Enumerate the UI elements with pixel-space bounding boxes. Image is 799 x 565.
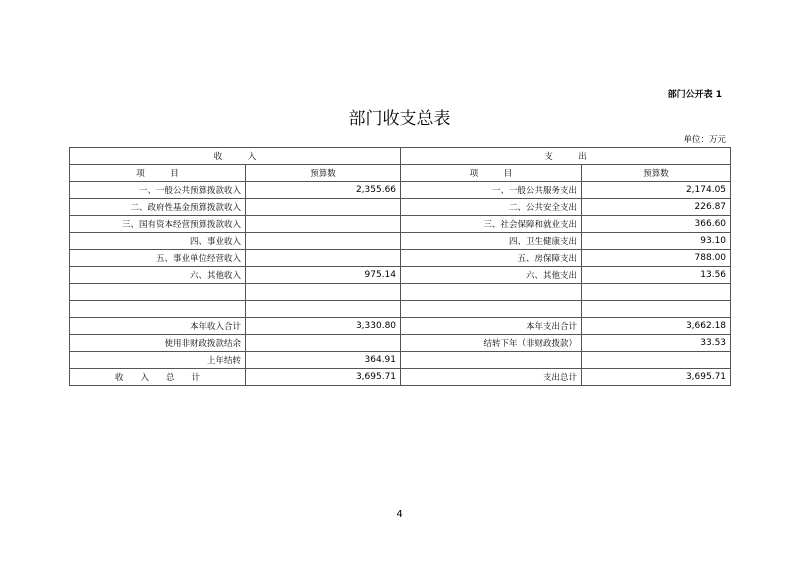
expense-item-cell bbox=[401, 352, 582, 369]
expense-item-header: 项 目 bbox=[401, 165, 582, 182]
table-row bbox=[70, 267, 731, 284]
table-row bbox=[70, 216, 731, 233]
expense-item-cell: 二、公共安全支出 bbox=[401, 199, 582, 216]
income-value-cell bbox=[246, 233, 401, 250]
expense-item-cell: 三、社会保障和就业支出 bbox=[401, 216, 582, 233]
expense-value-cell: 93.10 bbox=[582, 233, 731, 250]
income-value-cell bbox=[246, 199, 401, 216]
expense-budget-header: 预算数 bbox=[582, 165, 731, 182]
table-row bbox=[70, 335, 731, 352]
income-item-cell: 使用非财政拨款结余 bbox=[70, 335, 246, 352]
income-item-cell: 上年结转 bbox=[70, 352, 246, 369]
expense-value-cell: 33.53 bbox=[582, 335, 731, 352]
form-number: 部门公开表 1 bbox=[667, 90, 722, 100]
income-value-cell bbox=[246, 335, 401, 352]
income-item-cell bbox=[70, 284, 246, 301]
income-item-cell: 二、政府性基金预算拨款收入 bbox=[70, 199, 246, 216]
expense-item-cell bbox=[401, 301, 582, 318]
income-item-cell: 六、其他收入 bbox=[70, 267, 246, 284]
expense-value-cell: 226.87 bbox=[582, 199, 731, 216]
expense-item-cell: 六、其他支出 bbox=[401, 267, 582, 284]
table-row bbox=[70, 250, 731, 267]
table-row bbox=[70, 182, 731, 199]
income-value-cell bbox=[246, 216, 401, 233]
income-item-cell bbox=[70, 301, 246, 318]
income-item-cell: 三、国有资本经营预算拨款收入 bbox=[70, 216, 246, 233]
expense-value-cell: 788.00 bbox=[582, 250, 731, 267]
expense-value-cell bbox=[582, 301, 731, 318]
page-number: 4 bbox=[396, 509, 403, 520]
expense-total-label: 支出总计 bbox=[401, 369, 582, 386]
section-header-row bbox=[70, 148, 731, 165]
column-header-row bbox=[70, 165, 731, 182]
income-item-cell: 本年收入合计 bbox=[70, 318, 246, 335]
income-item-cell: 五、事业单位经营收入 bbox=[70, 250, 246, 267]
table-row bbox=[70, 284, 731, 301]
expense-item-cell: 四、卫生健康支出 bbox=[401, 233, 582, 250]
income-expense-table bbox=[69, 147, 731, 386]
table-row bbox=[70, 233, 731, 250]
income-total-value: 3,695.71 bbox=[246, 369, 401, 386]
income-value-cell: 364.91 bbox=[246, 352, 401, 369]
income-section-header: 收 入 bbox=[70, 148, 401, 165]
income-total-label: 收 入 总 计 bbox=[70, 369, 246, 386]
expense-value-cell bbox=[582, 284, 731, 301]
income-item-cell: 四、事业收入 bbox=[70, 233, 246, 250]
income-value-cell bbox=[246, 250, 401, 267]
income-value-cell bbox=[246, 284, 401, 301]
expense-item-cell: 一、一般公共服务支出 bbox=[401, 182, 582, 199]
table-row bbox=[70, 301, 731, 318]
expense-value-cell: 366.60 bbox=[582, 216, 731, 233]
expense-section-header: 支 出 bbox=[401, 148, 731, 165]
expense-value-cell bbox=[582, 352, 731, 369]
income-value-cell: 3,330.80 bbox=[246, 318, 401, 335]
income-value-cell: 2,355.66 bbox=[246, 182, 401, 199]
table-row bbox=[70, 352, 731, 369]
expense-total-value: 3,695.71 bbox=[582, 369, 731, 386]
totals-row bbox=[70, 369, 731, 386]
income-budget-header: 预算数 bbox=[246, 165, 401, 182]
table-row bbox=[70, 318, 731, 335]
expense-item-cell: 本年支出合计 bbox=[401, 318, 582, 335]
expense-value-cell: 3,662.18 bbox=[582, 318, 731, 335]
income-value-cell bbox=[246, 301, 401, 318]
income-value-cell: 975.14 bbox=[246, 267, 401, 284]
expense-item-cell: 五、房保障支出 bbox=[401, 250, 582, 267]
income-item-cell: 一、一般公共预算拨款收入 bbox=[70, 182, 246, 199]
income-item-header: 项 目 bbox=[70, 165, 246, 182]
table-row bbox=[70, 199, 731, 216]
expense-value-cell: 2,174.05 bbox=[582, 182, 731, 199]
expense-value-cell: 13.56 bbox=[582, 267, 731, 284]
unit-label: 单位：万元 bbox=[683, 135, 726, 145]
page-title: 部门收支总表 bbox=[348, 109, 451, 129]
expense-item-cell bbox=[401, 284, 582, 301]
expense-item-cell: 结转下年（非财政拨款） bbox=[401, 335, 582, 352]
